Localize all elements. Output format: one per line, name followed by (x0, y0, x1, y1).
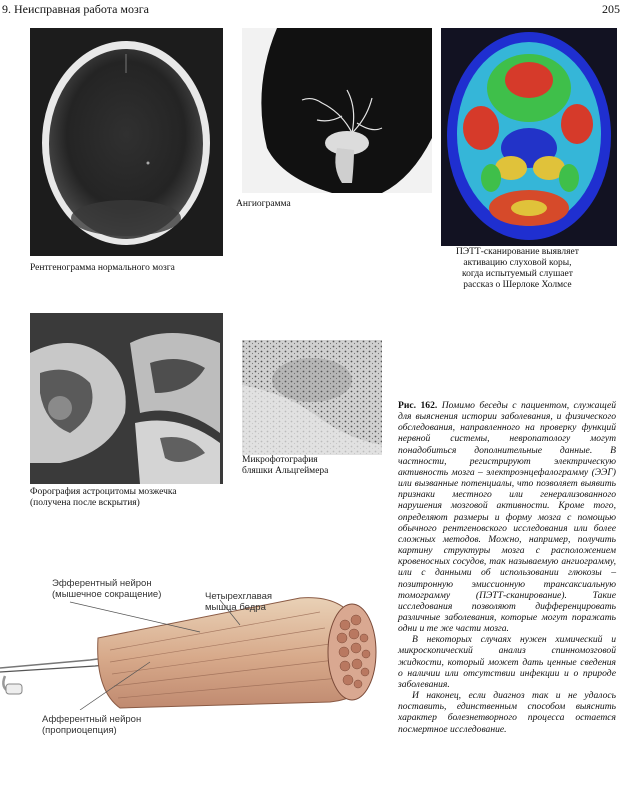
afferent-label-line: (проприоцепция) (42, 725, 117, 736)
figure-paragraph-2-text: В некоторых случаях нужен химический и микроскопический анализ спинномозговой жидкости, который может дать ценные сведения о наличии или отсутствии инфекции и о природе заболевания. (398, 634, 616, 690)
micrograph-caption-line: Микрофотография (242, 455, 318, 465)
pet-caption-line: когда испытуемый слушает (462, 269, 573, 279)
page-number: 205 (602, 2, 620, 16)
pet-caption-line: активацию слуховой коры, (463, 258, 572, 268)
xray-image (30, 28, 223, 256)
chapter-header: 9. Неисправная работа мозга (2, 2, 149, 16)
figure-paragraph-2 (398, 634, 616, 690)
figure-paragraph-1-text: Помимо беседы с пациентом, служащей для выяснения истории заболевания, и физического обследования, направленного на проверку функций нервной системы, невропатологу могут понадобиться дополнительные данные. В частности, регистрируют электрическую активность мозга – электроэнцефалограмму (ЭЭГ) или вызванные потенциалы, что позволяет выявить признаки местного или генерализованного нарушения мозговой активности. Кроме того, определяют размеры и форму мозга с помощью обычного рентгеновского исследования или более сложных методов. Можно, например, получить картину структуры мозга с расположением кровеносных сосудов, так называемую ангиограмму, или с данными об использовании глюкозы – позитронную эмиссионную трансаксиальную томограмму (ПЭТТ-сканирование). Такие исследования позволяют дифференцировать различные заболевания, которые могут поражать одни и те же части мозга. (398, 400, 617, 635)
micrograph-caption-line: бляшки Альцгеймера (242, 466, 329, 476)
astrocytoma-caption-line: Форография астроцитомы мозжечка (30, 487, 177, 497)
micrograph-caption (242, 455, 328, 477)
figure-paragraph-1 (398, 400, 616, 634)
figure-paragraph-3-text: И наконец, если диагноз так и не удалось поставить, единственным способом выяснить характер болезнетворного процесса остается посмертное исследование. (398, 690, 616, 735)
afferent-label-line: Афферентный нейрон (42, 714, 142, 725)
quadriceps-label-line: мышца бедра (205, 602, 266, 613)
pet-caption-line: рассказ о Шерлоке Холмсе (463, 280, 572, 290)
astrocytoma-caption-line: (получена после вскрытия) (30, 498, 140, 508)
angiogram-image (242, 28, 432, 193)
micrograph-image (242, 340, 382, 455)
quadriceps-label (205, 591, 272, 613)
pet-caption-line: ПЭТТ-сканирование выявляет (456, 247, 579, 257)
figure-label: Рис. 162. (398, 400, 438, 411)
astrocytoma-image (30, 313, 223, 484)
pet-scan-image (441, 28, 617, 246)
efferent-label-line: (мышечное сокращение) (52, 589, 162, 600)
afferent-neuron-label (42, 714, 141, 736)
efferent-neuron-label (52, 578, 161, 600)
figure-description (398, 400, 616, 735)
xray-caption: Рентгенограмма нормального мозга (30, 263, 175, 273)
astrocytoma-caption (30, 487, 177, 509)
figure-paragraph-3 (398, 690, 616, 735)
efferent-label-line: Эфферентный нейрон (52, 578, 152, 589)
pet-caption (456, 247, 579, 291)
angiogram-caption: Ангиограмма (236, 199, 291, 209)
quadriceps-label-line: Четырехглавая (205, 591, 273, 602)
